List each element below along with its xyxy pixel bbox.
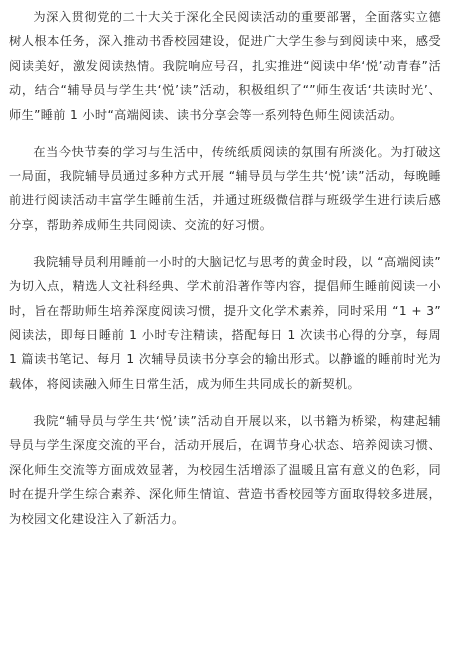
paragraph-results: 我院“辅导员与学生共‘悦’读”活动自开展以来，以书籍为桥梁，构建起辅导员与学生深度交流的平台，活动开展后，在调节身心状态、培养阅读习惯、深化师生交流等方面成效显著，为校园生活增添了温暖且富有意义的色彩，同时在提升学生综合素养、深化师生情谊、营造书香校园等方面取得较多进展，为校园文化建设注入了新活力。 [9,413,441,526]
paragraph-method: 我院辅导员利用睡前一小时的大脑记忆与思考的黄金时段，以 “高端阅读” 为切入点，精选人文社科经典、学术前沿著作等内容，提倡师生睡前阅读一小时，旨在帮助师生培养深度阅读习惯，提升文化学术素养，同时采用 “1 + 3” 阅读法，即每日睡前 1 小时专注精读，搭配每日 1 次读书心得的分享，每周 1 篇读书笔记、每月 1 次辅导员读书分享会的输出形式。以静谧的睡前时光为载体，将阅读融入师生日常生活，成为师生共同成长的新契机。 [9,254,441,391]
paragraph-intro: 为深入贯彻党的二十大关于深化全民阅读活动的重要部署，全面落实立德树人根本任务，深入推动书香校园建设，促进广大学生参与到阅读中来，感受阅读美好，激发阅读热情。我院响应号召，扎实推进“阅读中华‘悦’动青春”活动，结合“辅导员与学生共‘悦’读”活动，积极组织了“”师生夜话‘共读时光’、师生”睡前 1 小时“高端阅读、读书分享会等一系列特色师生阅读活动。 [9,10,441,122]
paragraph-background: 在当今快节奏的学习与生活中，传统纸质阅读的氛围有所淡化。为打破这一局面，我院辅导员通过多种方式开展 “辅导员与学生共‘悦’读”活动，每晚睡前进行阅读活动丰富学生睡前生活，并通过班级微信群与班级学生进行读后感分享，帮助养成师生共同阅读、交流的好习惯。 [9,144,441,232]
